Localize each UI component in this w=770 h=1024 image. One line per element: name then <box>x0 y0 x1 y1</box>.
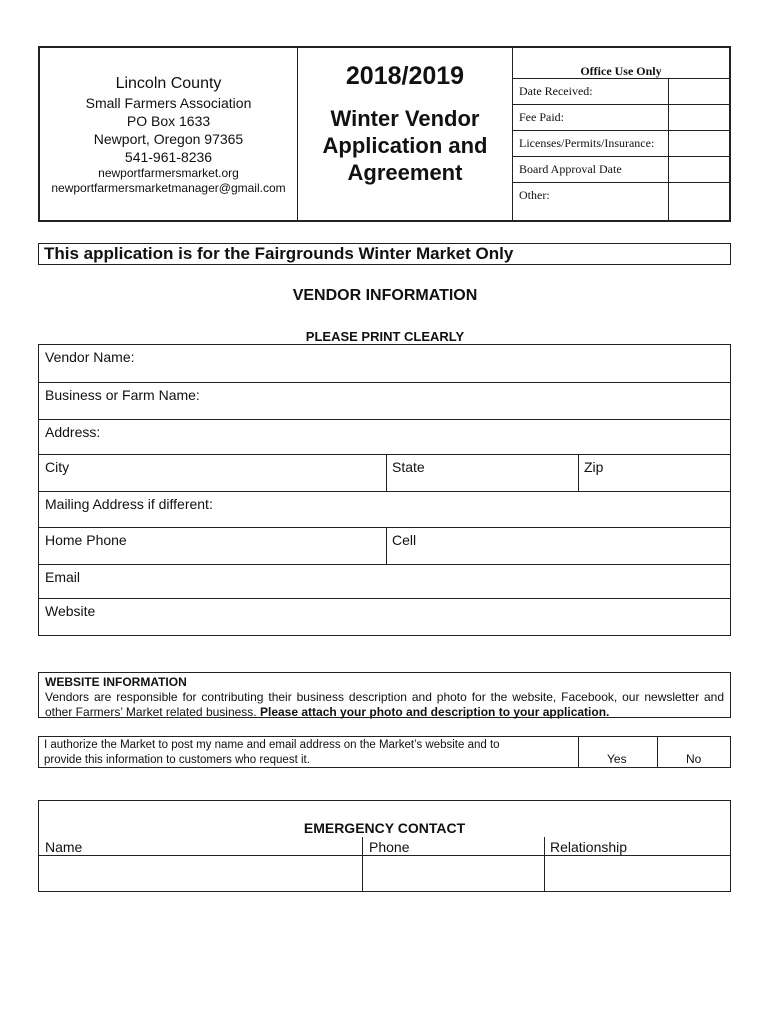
authorization-line-1: I authorize the Market to post my name and email address on the Market’s website and to <box>44 739 500 751</box>
licenses-field[interactable] <box>668 130 729 156</box>
address-label: Address: <box>45 424 101 440</box>
website-info-body: Vendors are responsible for contributing their business description and photo for the website, Facebook, our newsletter and other Farmers’ Market related business. <box>45 690 724 719</box>
city-state-zip-row <box>39 455 730 492</box>
title-line-3: Agreement <box>347 160 463 185</box>
form-title <box>298 48 513 220</box>
office-row-label: Date Received: <box>519 84 593 98</box>
org-city-line: Newport, Oregon 97365 <box>93 131 244 147</box>
state-divider <box>386 455 387 491</box>
mailing-address-label: Mailing Address if different: <box>45 496 213 512</box>
emergency-phone-field[interactable] <box>363 856 544 891</box>
org-phone: 541-961-8236 <box>124 149 213 165</box>
cell-divider <box>386 528 387 564</box>
fairgrounds-notice: This application is for the Fairgrounds Winter Market Only <box>38 243 731 265</box>
office-row-label: Other: <box>519 188 550 202</box>
vendor-name-label: Vendor Name: <box>45 349 135 365</box>
title-line-1: Winter Vendor <box>330 106 480 131</box>
date-received-field[interactable] <box>668 78 729 104</box>
email-row[interactable] <box>39 565 730 599</box>
office-row-label: Fee Paid: <box>519 110 564 124</box>
authorization-text <box>44 738 574 768</box>
office-row-label: Board Approval Date <box>519 162 622 176</box>
vendor-name-row[interactable] <box>39 345 730 383</box>
emergency-name-label: Name <box>45 839 83 855</box>
emergency-relationship-label: Relationship <box>550 839 628 855</box>
no-label: No <box>686 752 702 766</box>
office-use-section <box>513 48 729 220</box>
yes-label: Yes <box>607 752 627 766</box>
org-name: Lincoln County <box>115 75 222 92</box>
title-year: 2018/2019 <box>345 62 465 90</box>
website-info-box <box>38 672 731 718</box>
organization-info <box>40 48 298 220</box>
org-website: newportfarmersmarket.org <box>98 166 239 180</box>
office-row-other <box>513 182 729 220</box>
city-label: City <box>45 459 70 475</box>
org-email: newportfarmersmarketmanager@gmail.com <box>51 181 286 195</box>
header-table <box>38 46 731 222</box>
title-block <box>298 105 512 186</box>
emergency-contact-heading: EMERGENCY CONTACT <box>303 820 466 836</box>
state-label: State <box>392 459 425 475</box>
emergency-relationship-field[interactable] <box>545 856 730 891</box>
website-info-text <box>45 690 724 720</box>
website-info-heading: WEBSITE INFORMATION <box>45 675 187 689</box>
board-approval-field[interactable] <box>668 156 729 182</box>
office-row-licenses <box>513 130 729 156</box>
website-row[interactable] <box>39 599 730 635</box>
business-name-label: Business or Farm Name: <box>45 387 200 403</box>
zip-divider <box>578 455 579 491</box>
vendor-info-heading: VENDOR INFORMATION <box>292 287 478 304</box>
yes-option[interactable] <box>578 737 657 767</box>
mailing-address-row[interactable] <box>39 492 730 528</box>
office-row-label: Licenses/Permits/Insurance: <box>519 136 655 150</box>
cell-label: Cell <box>392 532 417 548</box>
office-row-date-received <box>513 78 729 104</box>
website-info-bold: Please attach your photo and description to your application. <box>259 705 610 719</box>
phone-row <box>39 528 730 565</box>
vendor-info-table <box>38 344 731 636</box>
office-row-fee-paid <box>513 104 729 130</box>
emergency-name-field[interactable] <box>39 856 362 891</box>
other-field[interactable] <box>668 182 729 220</box>
zip-label: Zip <box>584 459 604 475</box>
fee-paid-field[interactable] <box>668 104 729 130</box>
org-po-box: PO Box 1633 <box>126 113 211 129</box>
authorization-line-2: provide this information to customers who request it. <box>44 754 310 766</box>
address-row[interactable] <box>39 420 730 455</box>
title-line-2: Application and <box>322 133 488 158</box>
print-clearly-note: PLEASE PRINT CLEARLY <box>305 329 465 344</box>
home-phone-label: Home Phone <box>45 532 127 548</box>
no-option[interactable] <box>657 737 730 767</box>
authorization-row <box>38 736 731 768</box>
office-row-board-approval <box>513 156 729 182</box>
emergency-phone-label: Phone <box>369 839 410 855</box>
office-use-heading: Office Use Only <box>580 64 662 78</box>
business-name-row[interactable] <box>39 383 730 420</box>
email-label: Email <box>45 569 81 585</box>
emergency-contact-table <box>38 800 731 892</box>
org-subtitle: Small Farmers Association <box>85 95 252 111</box>
website-label: Website <box>45 603 96 619</box>
